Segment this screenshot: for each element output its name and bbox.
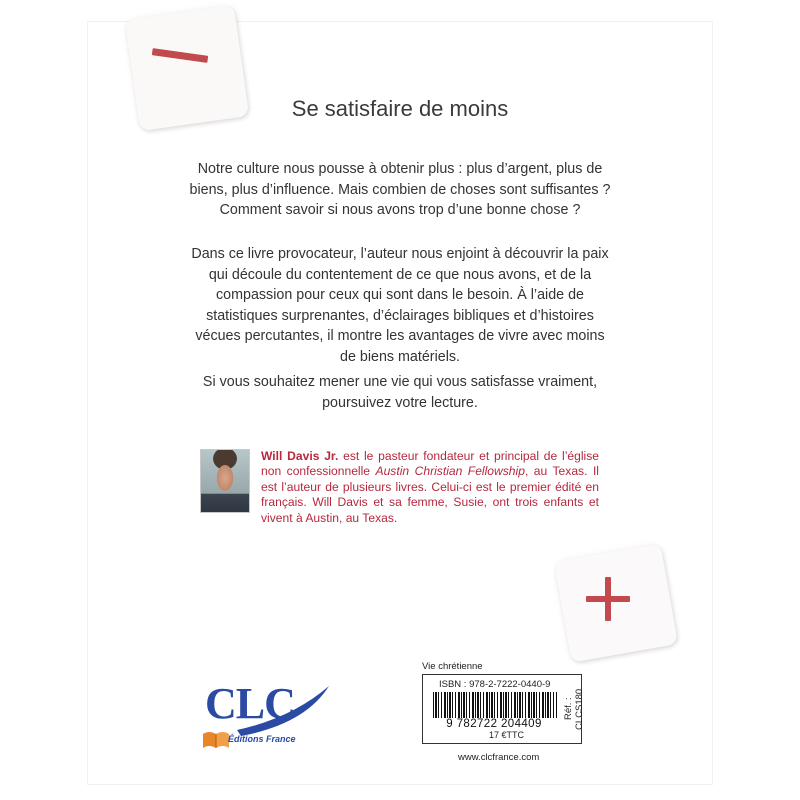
barcode-box: [422, 674, 585, 744]
barcode-bars: [433, 692, 557, 720]
book-title: Se satisfaire de moins: [291, 96, 509, 121]
price-text: 17 €TTC: [489, 730, 525, 740]
publisher-logo: [197, 678, 337, 758]
blurb-paragraph-2: Dans ce livre provocateur, l’auteur nous enjoint à découvrir la paix qui découle du contentement de ce que nous avons, et de la compassion pour ceux qui sont dans le besoin. À l’aide de statistiques surprenantes, d’éclairages bibliques et d’histoires vécues percutantes, il montre les avantages de vivre avec moins de biens matériels.: [191, 246, 609, 365]
author-photo: [201, 450, 249, 512]
bio-text-1: est le pasteur fondateur et principal de l’église non confessionnelle: [261, 449, 599, 479]
blurb-paragraph-1: Notre culture nous pousse à obtenir plus : plus d’argent, plus de biens, plus d’influence. Mais combien de choses sont suffisantes ? Comment savoir si nous avons trop d’une bonne chose ?: [189, 161, 611, 218]
logo-text: CLC: [205, 679, 295, 728]
book-back-cover: [88, 22, 712, 784]
plus-card: [554, 543, 678, 662]
plus-icon-vertical-bar: [605, 577, 611, 621]
barcode-digits: 9 782722 204409: [427, 718, 561, 730]
church-name: Austin Christian Fellowship: [375, 464, 525, 479]
author-name: Will Davis Jr.: [261, 449, 339, 463]
author-bio: [261, 449, 599, 526]
publisher-website: www.clcfrance.com: [458, 752, 540, 763]
reference-text: Réf. : CLCS180: [563, 688, 585, 730]
logo-subtitle: Éditions France: [228, 734, 296, 744]
blurb-paragraph-3: Si vous souhaitez mener une vie qui vous satisfasse vraiment, poursuivez votre lecture.: [202, 374, 598, 411]
isbn-text: ISBN : 978-2-7222-0440-9: [439, 679, 551, 690]
bio-text-2: , au Texas. Il est l’auteur de plusieurs livres. Celui-ci est le premier édité en français. Will Davis et sa femme, Susie, ont trois enfants et vivent à Austin, au Texas.: [261, 464, 599, 525]
open-book-icon: [201, 728, 231, 750]
category-label: Vie chrétienne: [422, 661, 483, 672]
